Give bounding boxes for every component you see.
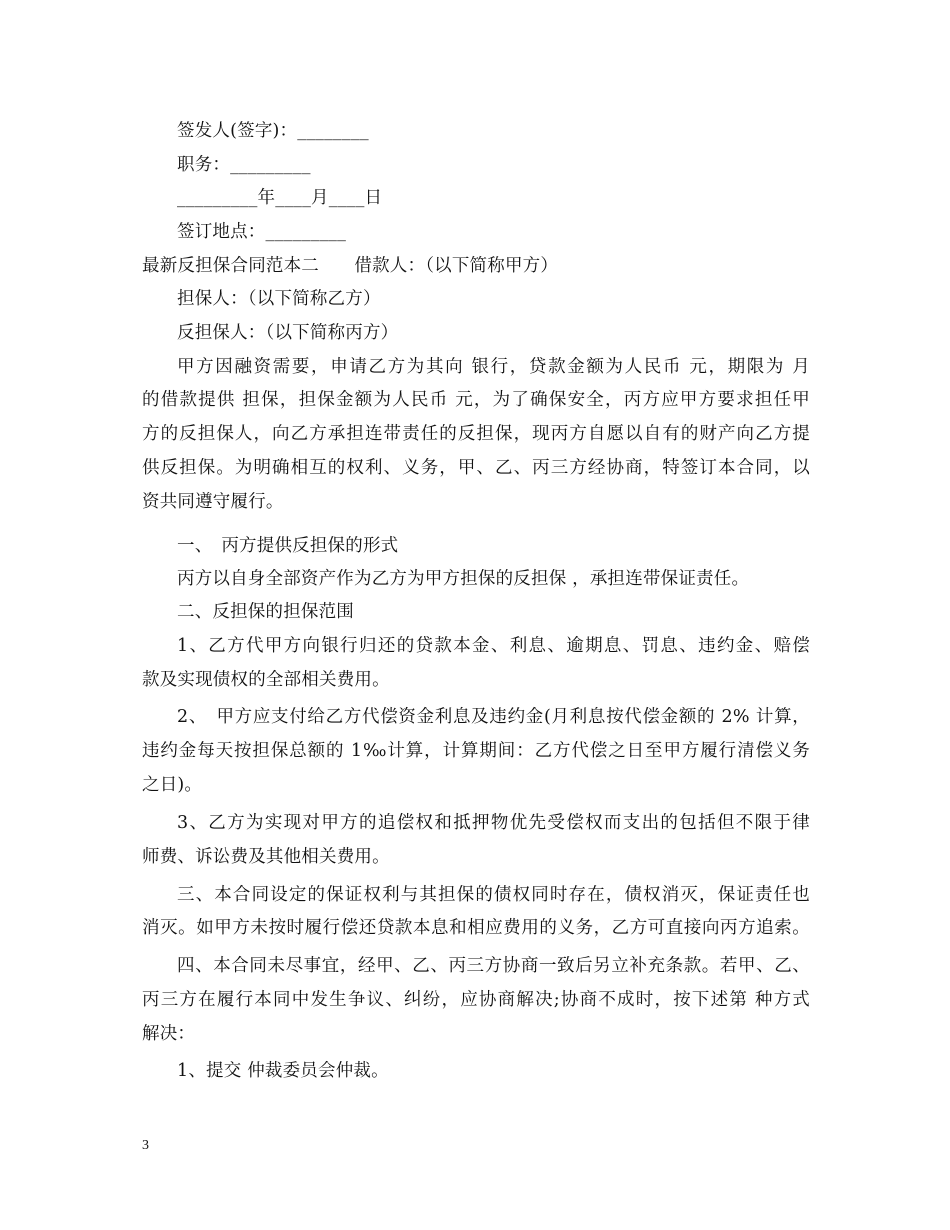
paragraph-line: 丙三方在履行本同中发生争议、纠纷，应协商解决;协商不成时，按下述第 种方式 [142, 990, 810, 1010]
position-line: 职务：_________ [177, 155, 311, 175]
section-heading: 一、 丙方提供反担保的形式 [177, 536, 399, 556]
counter-guarantor-line: 反担保人：（以下简称丙方） [177, 323, 399, 343]
paragraph-line: 之日)。 [142, 775, 203, 795]
paragraph-line: 3、乙方为实现对甲方的追偿权和抵押物优先受偿权而支出的包括但不限于律 [177, 813, 810, 833]
date-line: _________年____月____日 [177, 188, 383, 208]
paragraph-line: 师费、诉讼费及其他相关费用。 [142, 847, 390, 867]
paragraph-line: 款及实现债权的全部相关费用。 [142, 670, 390, 690]
page-number: 3 [142, 1138, 149, 1153]
paragraph-line: 1、提交 仲裁委员会仲裁。 [177, 1061, 389, 1081]
section-heading: 二、反担保的担保范围 [177, 602, 354, 622]
paragraph-line: 1、乙方代甲方向银行归还的贷款本金、利息、逾期息、罚息、违约金、赔偿 [177, 636, 810, 656]
paragraph-line: 的借款提供 担保，担保金额为人民币 元，为了确保安全，丙方应甲方要求担任甲 [142, 390, 810, 410]
paragraph-line: 甲方因融资需要，申请乙方为其向 银行，贷款金额为人民币 元，期限为 月 [177, 357, 810, 377]
paragraph-line: 消灭。如甲方未按时履行偿还贷款本息和相应费用的义务，乙方可直接向丙方追索。 [142, 918, 810, 938]
paragraph-line: 方的反担保人，向乙方承担连带责任的反担保，现丙方自愿以自有的财产向乙方提 [142, 424, 810, 444]
paragraph-line: 四、本合同未尽事宜，经甲、乙、丙三方协商一致后另立补充条款。若甲、乙、 [177, 956, 810, 976]
paragraph-line: 解决： [142, 1024, 196, 1044]
paragraph-line: 2、 甲方应支付给乙方代偿资金利息及违约金(月利息按代偿金额的 2% 计算， [177, 707, 810, 727]
signing-place-line: 签订地点：_________ [177, 222, 347, 242]
paragraph-line: 资共同遵守履行。 [142, 492, 284, 512]
paragraph-line: 违约金每天按担保总额的 1‰计算，计算期间：乙方代偿之日至甲方履行清偿义务 [142, 741, 810, 761]
paragraph-line: 三、本合同设定的保证权利与其担保的债权同时存在，债权消灭，保证责任也 [177, 885, 810, 905]
paragraph-line: 丙方以自身全部资产作为乙方为甲方担保的反担保 ，承担连带保证责任。 [177, 569, 750, 589]
guarantor-line: 担保人：（以下简称乙方） [177, 289, 381, 309]
contract-title-borrower-line: 最新反担保合同范本二 借款人：（以下简称甲方） [142, 256, 559, 276]
paragraph-line: 供反担保。为明确相互的权利、义务，甲、乙、丙三方经协商，特签订本合同，以 [142, 458, 810, 478]
signer-line: 签发人(签字)：________ [177, 121, 369, 141]
